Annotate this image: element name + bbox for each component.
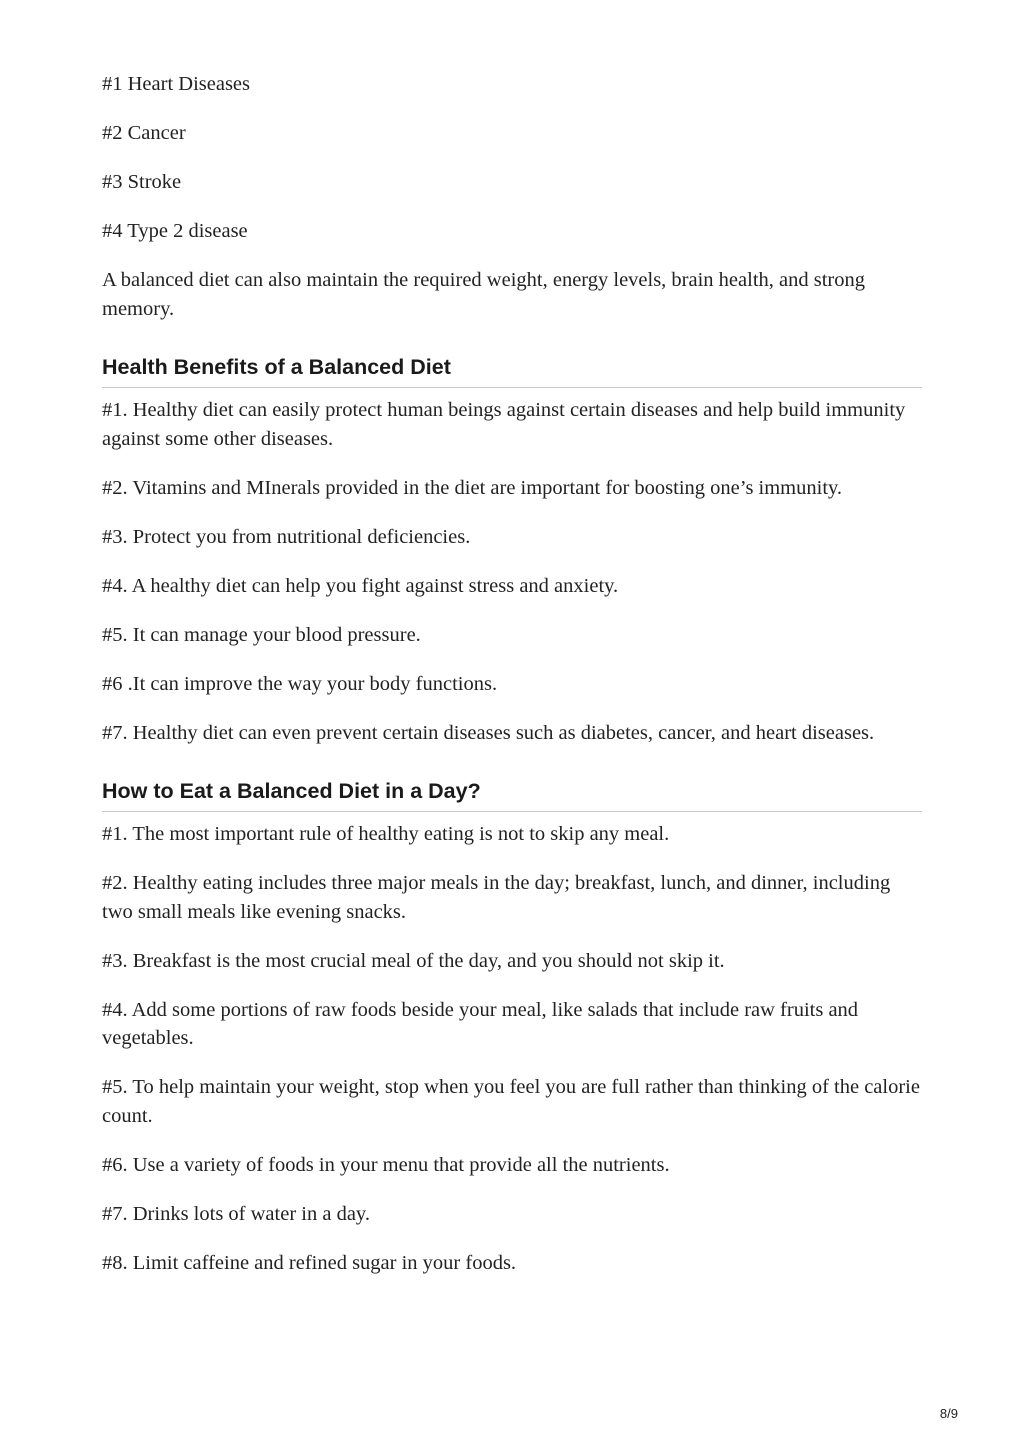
- intro-list-item: #2 Cancer: [102, 122, 186, 144]
- benefit-item: #6 .It can improve the way your body functions.: [102, 672, 498, 695]
- benefit-item: #5. It can manage your blood pressure.: [102, 623, 421, 646]
- benefit-item: #7. Healthy diet can even prevent certain diseases such as diabetes, cancer, and heart diseases.: [102, 721, 875, 744]
- benefit-item: #3. Protect you from nutritional deficiencies.: [102, 525, 471, 548]
- intro-list-item: #4 Type 2 disease: [102, 220, 248, 242]
- document-content: [102, 70, 922, 1298]
- tip-item: #3. Breakfast is the most crucial meal of the day, and you should not skip it.: [102, 949, 725, 972]
- intro-paragraph: A balanced diet can also maintain the required weight, energy levels, brain health, and strong memory.: [102, 269, 865, 320]
- benefit-item: #2. Vitamins and MInerals provided in the diet are important for boosting one’s immunity.: [102, 476, 843, 499]
- section-heading-how-to-eat: How to Eat a Balanced Diet in a Day?: [102, 777, 922, 812]
- tip-item: #7. Drinks lots of water in a day.: [102, 1202, 370, 1225]
- page-number: 8/9: [939, 1406, 958, 1421]
- section-heading-health-benefits: Health Benefits of a Balanced Diet: [102, 353, 922, 388]
- tip-item: #2. Healthy eating includes three major meals in the day; breakfast, lunch, and dinner, including two small meals like evening snacks.: [102, 872, 891, 923]
- tip-item: #1. The most important rule of healthy eating is not to skip any meal.: [102, 823, 670, 845]
- tip-item: #4. Add some portions of raw foods beside your meal, like salads that include raw fruits and vegetables.: [102, 998, 859, 1049]
- intro-list-item: #1 Heart Diseases: [102, 73, 251, 95]
- tip-item: #6. Use a variety of foods in your menu that provide all the nutrients.: [102, 1153, 670, 1176]
- benefit-item: #1. Healthy diet can easily protect human beings against certain diseases and help build immunity against some other diseases.: [102, 399, 906, 450]
- benefit-item: #4. A healthy diet can help you fight against stress and anxiety.: [102, 574, 619, 597]
- tip-item: #8. Limit caffeine and refined sugar in your foods.: [102, 1251, 517, 1274]
- intro-list-item: #3 Stroke: [102, 171, 182, 193]
- tip-item: #5. To help maintain your weight, stop when you feel you are full rather than thinking of the calorie count.: [102, 1076, 920, 1127]
